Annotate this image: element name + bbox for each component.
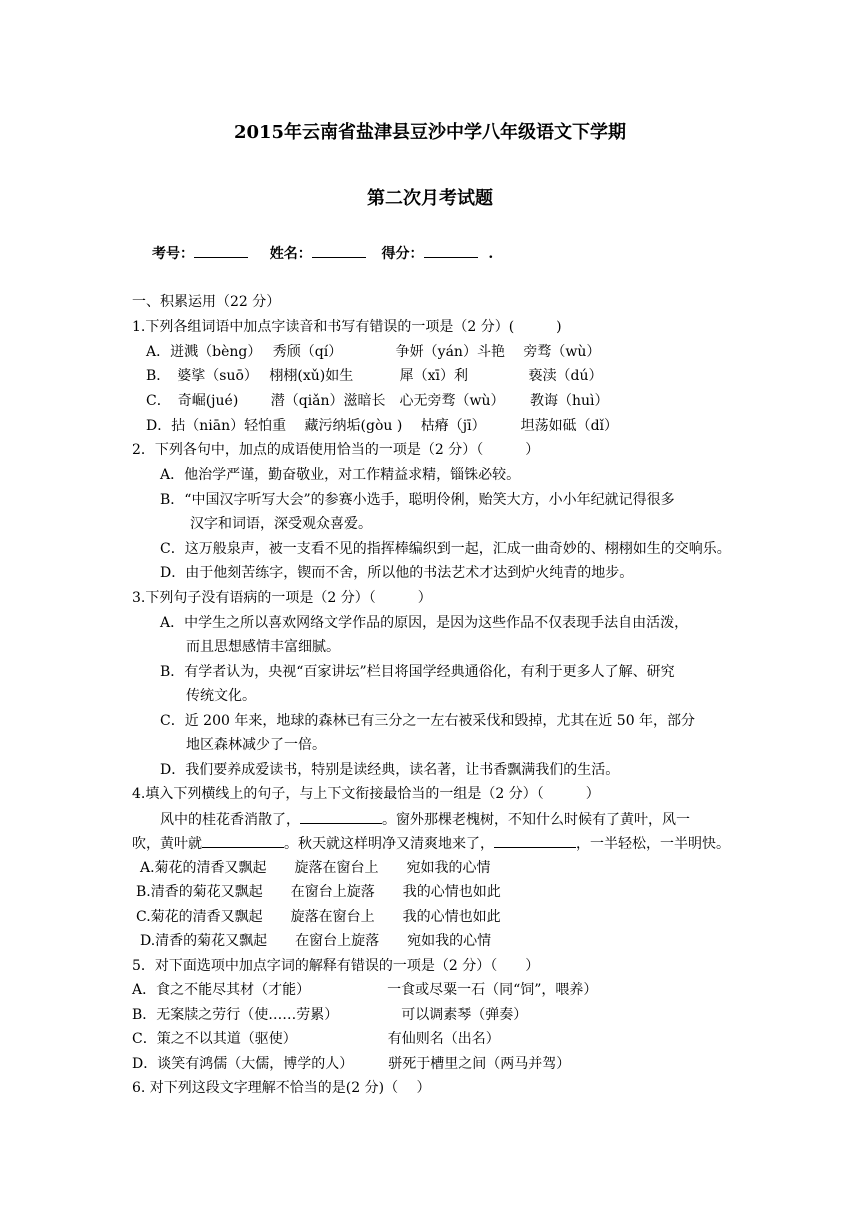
q2-option-a: A．他治学严谨，勤奋敬业，对工作精益求精，锱铢必较。 [160, 467, 521, 483]
q4-passage-text-2a: 吹，黄叶就 [132, 836, 202, 852]
q4-blank-2[interactable] [202, 833, 284, 848]
q2-option-b-line-2: 汉字和词语，深受观众喜爱。 [190, 516, 372, 532]
q4-passage-text-1a: 风中的桂花香消散了， [160, 812, 300, 828]
q3-option-d: D．我们要养成爱读书，特别是读经典，读名著，让书香飘满我们的生活。 [160, 762, 620, 778]
q1-option-d: D．拈（niān）轻怕重 藏污纳垢(gòu ) 枯瘠（jī） 坦荡如砥（dǐ） [146, 418, 619, 434]
exam-title-line-2: 第二次月考试题 [367, 188, 493, 209]
name-label: 姓名： [269, 246, 312, 262]
q2-option-b-line-1: B．“中国汉字听写大会”的参赛小选手，聪明伶俐，贻笑大方，小小年纪就记得很多 [160, 492, 675, 508]
q2-option-d: D．由于他刻苦练字，锲而不舍，所以他的书法艺术才达到炉火纯青的地步。 [160, 565, 634, 581]
q4-passage-text-2c: ，一半轻松，一半明快。 [576, 836, 730, 852]
exam-number-label: 考号： [152, 246, 194, 262]
q6-stem: 6. 对下列这段文字理解不恰当的是(2 分)（ ） [132, 1080, 431, 1096]
q2-stem: 2．下列各句中，加点的成语使用恰当的一项是（2 分）（ ） [132, 442, 540, 458]
q5-option-b: B．无案牍之劳行（使……劳累） 可以调素琴（弹奏） [132, 1007, 528, 1023]
q3-option-c-line-1: C．近 200 年来，地球的森林已有三分之一左右被采伐和毁掉，尤其在近 50 年，部分 [160, 713, 696, 729]
q4-passage-text-1b: 。窗外那棵老槐树，不知什么时候有了黄叶，风一 [382, 812, 690, 828]
q1-option-b: B． 婆挲（suō） 栩栩(xǔ)如生 犀（xī）利 亵渎（dú） [146, 368, 603, 384]
info-end-mark: . [488, 246, 494, 262]
q4-blank-3[interactable] [494, 833, 576, 848]
q4-blank-1[interactable] [300, 809, 382, 824]
q4-option-c: C.菊花的清香又飘起 旋落在窗台上 我的心情也如此 [136, 909, 501, 925]
score-blank[interactable] [424, 243, 478, 258]
q5-option-d: D．谈笑有鸿儒（大儒，博学的人） 骈死于槽里之间（两马并驾） [132, 1056, 571, 1072]
q4-option-b: B.清香的菊花又飘起 在窗台上旋落 我的心情也如此 [136, 884, 501, 900]
q4-passage-text-2b: 。秋天就这样明净又清爽地来了， [284, 836, 494, 852]
q4-passage-line-2 [132, 833, 730, 854]
exam-title-line-1: 2015年云南省盐津县豆沙中学八年级语文下学期 [233, 122, 627, 143]
exam-number-blank[interactable] [194, 243, 248, 258]
q3-option-a-line-1: A．中学生之所以喜欢网络文学作品的原因，是因为这些作品不仅表现手法自由活泼， [160, 615, 689, 631]
score-label: 得分： [381, 246, 424, 262]
q1-option-c: C． 奇崛(jué) 潜（qiǎn）滋暗长 心无旁骛（wù） 教诲（huì） [146, 393, 609, 409]
q4-passage-line-1 [160, 809, 690, 830]
q3-option-c-line-2: 地区森林减少了一倍。 [186, 737, 326, 753]
q3-option-b-line-1: B．有学者认为，央视“百家讲坛”栏目将国学经典通俗化，有利于更多人了解、研究 [160, 664, 675, 680]
q1-stem: 1.下列各组词语中加点字读音和书写有错误的一项是（2 分）( ) [132, 319, 562, 335]
q4-option-a: A.菊花的清香又飘起 旋落在窗台上 宛如我的心情 [140, 860, 491, 876]
q5-stem: 5．对下面选项中加点字词的解释有错误的一项是（2 分）（ ） [132, 958, 540, 974]
q3-option-b-line-2: 传统文化。 [186, 688, 256, 704]
q5-option-c: C．策之不以其道（驱使） 有仙则名（出名） [132, 1031, 500, 1047]
student-info-line [152, 243, 493, 264]
q3-stem: 3.下列句子没有语病的一项是（2 分）（ ） [132, 590, 432, 606]
q3-option-a-line-2: 而且思想感情丰富细腻。 [186, 639, 340, 655]
q4-option-d: D.清香的菊花又飘起 在窗台上旋落 宛如我的心情 [140, 933, 492, 949]
name-blank[interactable] [312, 243, 366, 258]
q1-option-a: A．迸溅（bèng） 秀颀（qí） 争妍（yán）斗艳 旁骛（wù） [146, 344, 601, 360]
q5-option-a: A．食之不能尽其材（才能） 一食或尽粟一石（同“饲”，喂养） [132, 982, 598, 998]
q4-stem: 4.填入下列横线上的句子，与上下文衔接最恰当的一组是（2 分）（ ） [132, 786, 600, 802]
q2-option-c: C．这万般泉声，被一支看不见的指挥棒编织到一起，汇成一曲奇妙的、栩栩如生的交响乐。 [160, 541, 731, 557]
section-1-heading: 一、积累运用（22 分） [132, 294, 281, 310]
